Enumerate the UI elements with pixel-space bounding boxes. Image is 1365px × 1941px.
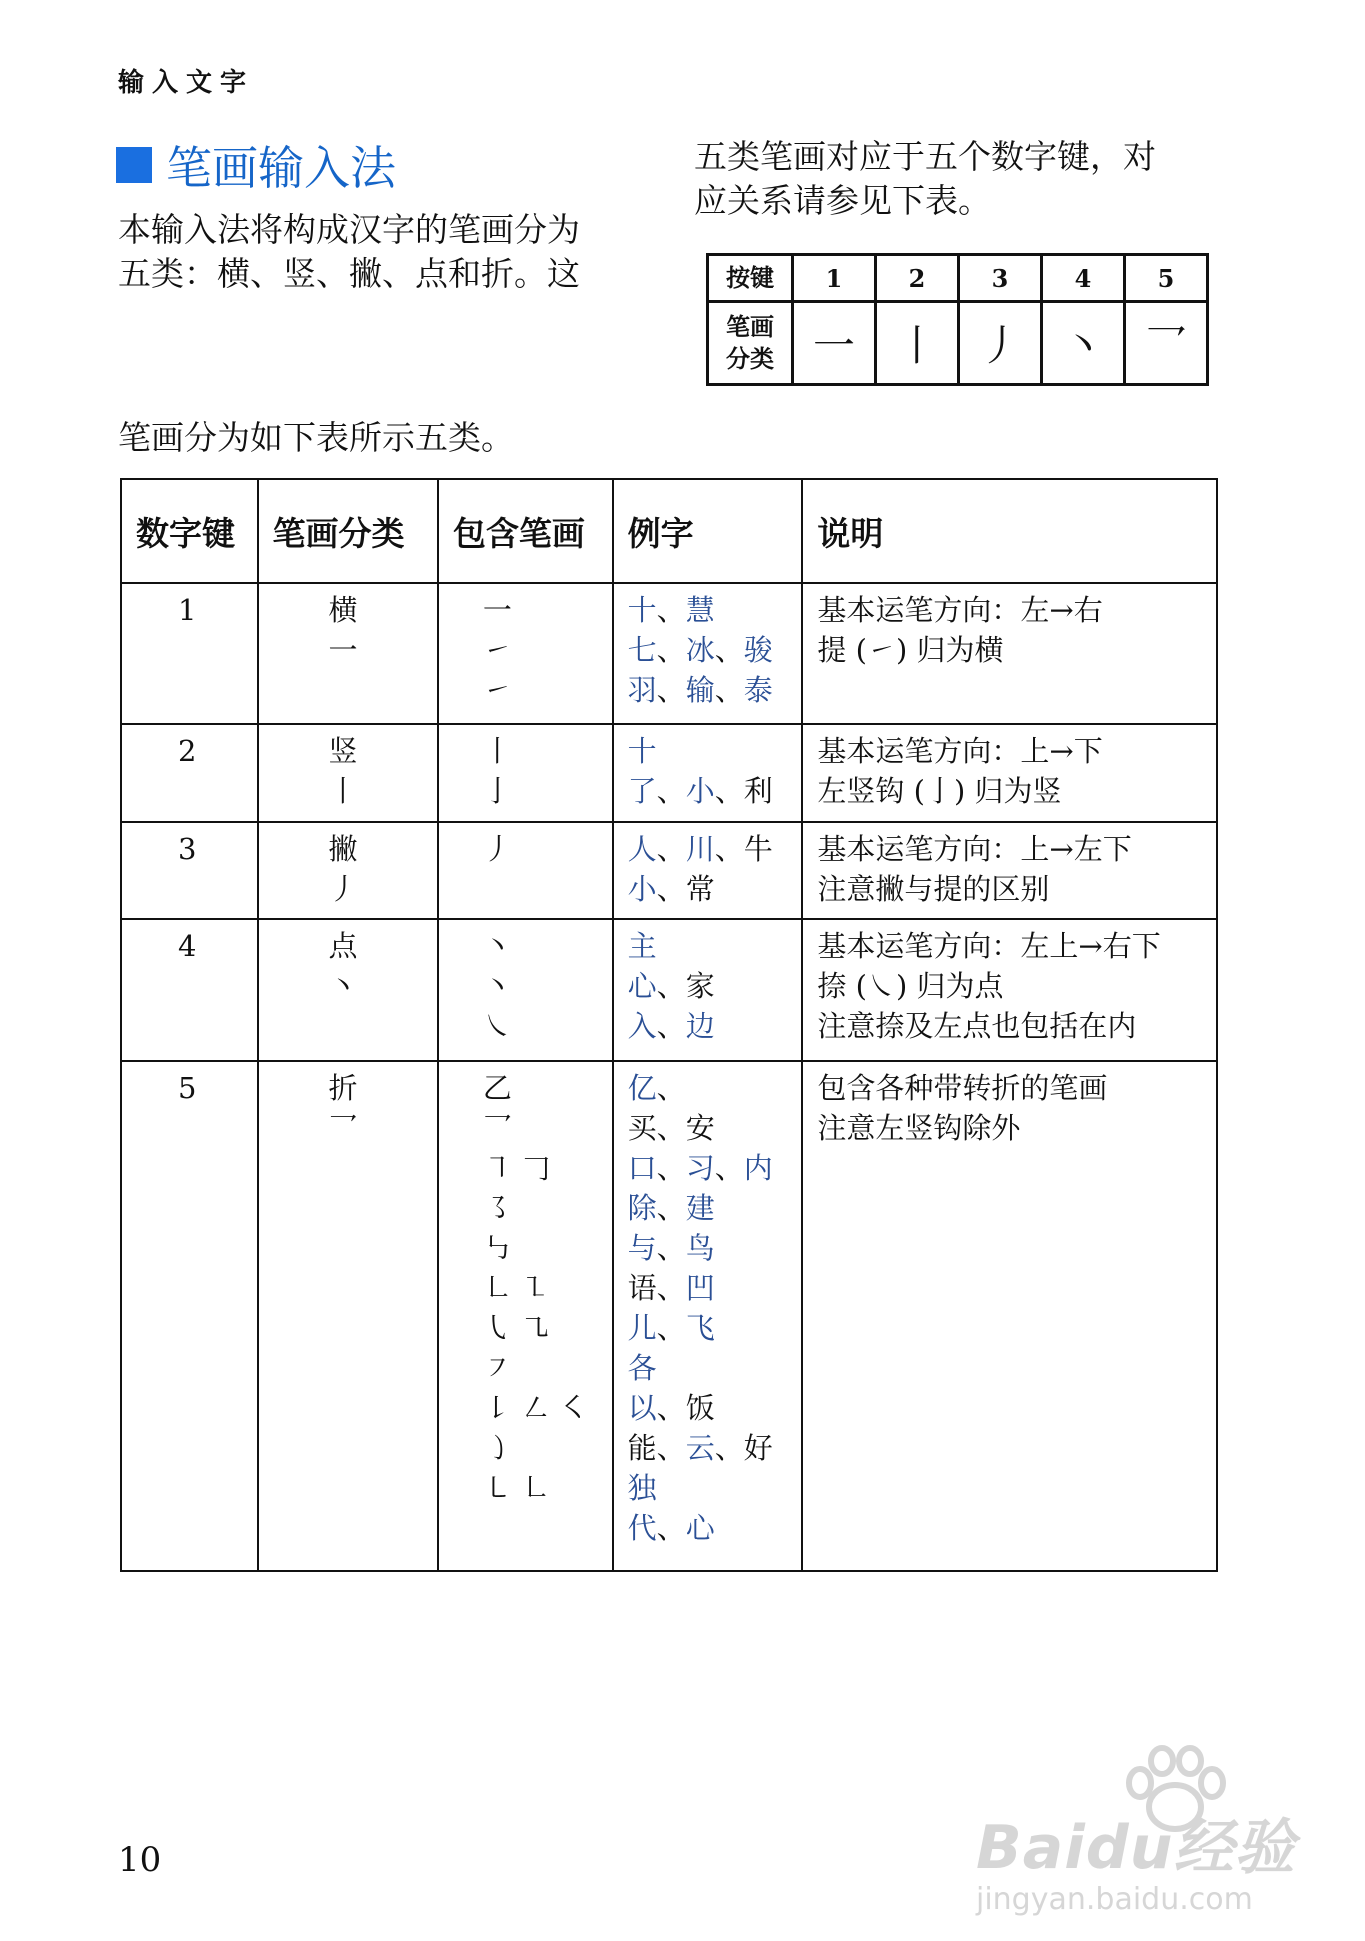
watermark-logo: Baidu经验: [976, 1813, 1296, 1883]
note-line: 提 (㇀) 归为横: [817, 633, 1004, 667]
stroke-cell-4: 丶: [1042, 302, 1125, 385]
note-line: 注意捺及左点也包括在内: [817, 1009, 1137, 1043]
example-char: 习: [685, 1151, 715, 1185]
example-char: 、: [656, 673, 686, 707]
intro-paragraph-below: 笔画分为如下表所示五类。: [118, 418, 514, 457]
example-line: [628, 1348, 801, 1388]
key-cell-1: 1: [793, 255, 876, 302]
example-line: [628, 966, 801, 1006]
example-line: [628, 1428, 801, 1468]
header-examples: 例字: [613, 479, 803, 583]
example-char: 利: [743, 774, 773, 808]
key-cell-3: 3: [959, 255, 1042, 302]
example-line: [628, 1508, 801, 1548]
example-char: 各: [627, 1351, 657, 1385]
watermark: [976, 1800, 1295, 1917]
stroke-line: 一: [482, 593, 512, 627]
note-line: 包含各种带转折的笔画: [817, 1071, 1108, 1105]
example-line: [628, 869, 801, 909]
example-line: [628, 1268, 801, 1308]
table-row: [121, 724, 1217, 822]
example-char: 、: [656, 1111, 686, 1145]
key-cell-2: 2: [876, 255, 959, 302]
key-number-cell: [121, 1061, 258, 1571]
key-number: 4: [178, 929, 197, 963]
example-char: 边: [685, 1009, 715, 1043]
stroke-label-line-1: 笔画: [726, 312, 774, 341]
example-char: 云: [685, 1431, 715, 1465]
example-char: 与: [627, 1231, 657, 1265]
stroke-line: ㇙ ㇜ ㇛: [482, 1391, 589, 1425]
example-char: 、: [656, 1071, 686, 1105]
category-line: 乛: [328, 1111, 358, 1145]
category-line: 丶: [328, 969, 358, 1003]
example-char: 买: [627, 1111, 657, 1145]
category-line: 一: [328, 633, 358, 667]
example-char: 、: [656, 593, 686, 627]
example-char: 飞: [685, 1311, 715, 1345]
section-title: [116, 132, 396, 198]
key-mapping-table: [706, 253, 1209, 386]
example-char: 十: [627, 593, 657, 627]
notes-cell: [802, 822, 1217, 919]
stroke-line: ㇀: [482, 633, 512, 667]
example-char: 安: [685, 1111, 715, 1145]
example-char: 好: [743, 1431, 773, 1465]
table-row: [121, 1061, 1217, 1571]
note-line: 捺 (㇏) 归为点: [817, 969, 1004, 1003]
example-char: 家: [685, 969, 715, 1003]
stroke-line: 丶: [482, 969, 512, 1003]
stroke-line: 丿: [482, 832, 512, 866]
example-line: [628, 1068, 801, 1108]
example-char: 建: [685, 1191, 715, 1225]
key-number-cell: [121, 919, 258, 1061]
notes-cell: [802, 919, 1217, 1061]
key-number-cell: [121, 583, 258, 724]
example-char: 内: [743, 1151, 773, 1185]
intro-right-line-1: 五类笔画对应于五个数字键，对: [694, 137, 1156, 176]
category-line: 点: [328, 929, 358, 963]
example-char: 、: [714, 633, 744, 667]
note-line: 基本运笔方向：左上→右下: [817, 929, 1161, 963]
example-char: 输: [685, 673, 715, 707]
example-char: 语: [627, 1271, 657, 1305]
key-cell-4: 4: [1042, 255, 1125, 302]
example-char: 、: [714, 673, 744, 707]
category-line: 丿: [328, 872, 358, 906]
note-line: 基本运笔方向：上→下: [817, 734, 1103, 768]
example-char: 羽: [627, 673, 657, 707]
example-char: 、: [656, 633, 686, 667]
section-title-text: 笔画输入法: [166, 141, 396, 195]
example-char: 能: [627, 1431, 657, 1465]
category-line: 竖: [328, 734, 358, 768]
strokes-cell: [438, 919, 613, 1061]
example-char: 、: [656, 1271, 686, 1305]
example-line: [628, 1148, 801, 1188]
example-char: 、: [714, 1151, 744, 1185]
stroke-cell-1: 一: [793, 302, 876, 385]
example-char: 川: [685, 832, 715, 866]
example-char: 主: [627, 929, 657, 963]
note-line: 注意左竖钩除外: [817, 1111, 1021, 1145]
example-line: [628, 829, 801, 869]
key-number-cell: [121, 724, 258, 822]
stroke-line: ㇌: [482, 1191, 512, 1225]
example-line: [628, 670, 801, 710]
example-char: 心: [685, 1511, 715, 1545]
example-char: 代: [627, 1511, 657, 1545]
intro-paragraph-left: [118, 208, 638, 296]
header-strokes: 包含笔画: [438, 479, 613, 583]
category-line: 折: [328, 1071, 358, 1105]
stroke-line: 乛: [482, 1111, 512, 1145]
example-line: [628, 1006, 801, 1046]
example-line: [628, 1108, 801, 1148]
strokes-cell: [438, 822, 613, 919]
stroke-line: ㇁: [482, 1431, 512, 1465]
example-char: 饭: [685, 1391, 715, 1425]
example-char: 、: [714, 1431, 744, 1465]
example-char: 小: [627, 872, 657, 906]
example-line: [628, 630, 801, 670]
intro-paragraph-right: [694, 135, 1254, 223]
example-char: 冰: [685, 633, 715, 667]
strokes-cell: [438, 1061, 613, 1571]
note-line: 基本运笔方向：上→左下: [817, 832, 1132, 866]
notes-cell: [802, 583, 1217, 724]
key-number: 5: [178, 1071, 197, 1105]
example-line: [628, 1468, 801, 1508]
example-char: 、: [714, 774, 744, 808]
category-cell: [258, 919, 438, 1061]
key-number: 3: [178, 832, 197, 866]
examples-cell: [613, 583, 803, 724]
example-line: [628, 1188, 801, 1228]
example-char: 了: [627, 774, 657, 808]
table-row: [121, 583, 1217, 724]
example-char: 常: [685, 872, 715, 906]
example-char: 儿: [627, 1311, 657, 1345]
example-char: 、: [656, 1391, 686, 1425]
key-number: 1: [178, 593, 197, 627]
category-cell: [258, 583, 438, 724]
example-line: [628, 1388, 801, 1428]
example-char: 、: [656, 832, 686, 866]
example-char: 人: [627, 832, 657, 866]
example-char: 、: [656, 1191, 686, 1225]
category-line: 撇: [328, 832, 358, 866]
table-row: [121, 822, 1217, 919]
example-char: 、: [656, 774, 686, 808]
example-char: 、: [656, 872, 686, 906]
example-line: [628, 926, 801, 966]
example-char: 以: [627, 1391, 657, 1425]
example-char: 牛: [743, 832, 773, 866]
example-line: [628, 1228, 801, 1268]
example-line: [628, 1308, 801, 1348]
example-char: 小: [685, 774, 715, 808]
stroke-line: ㇇: [482, 1351, 512, 1385]
examples-cell: [613, 822, 803, 919]
example-char: 、: [714, 832, 744, 866]
note-line: 左竖钩 (亅) 归为竖: [817, 774, 1062, 808]
stroke-line: 丨: [482, 734, 512, 768]
example-char: 、: [656, 969, 686, 1003]
example-char: 亿: [627, 1071, 657, 1105]
category-cell: [258, 822, 438, 919]
stroke-line: ㇉: [482, 1231, 512, 1265]
stroke-category-table: [120, 478, 1218, 1572]
example-char: 慧: [685, 593, 715, 627]
stroke-line: ㇀: [482, 673, 512, 707]
example-char: 除: [627, 1191, 657, 1225]
example-line: [628, 590, 801, 630]
stroke-line: 亅: [482, 774, 512, 808]
example-char: 、: [656, 1431, 686, 1465]
notes-cell: [802, 1061, 1217, 1571]
examples-cell: [613, 919, 803, 1061]
example-char: 、: [656, 1151, 686, 1185]
header-key: 数字键: [121, 479, 258, 583]
intro-right-line-2: 应关系请参见下表。: [694, 181, 991, 220]
example-char: 、: [656, 1009, 686, 1043]
example-char: 、: [656, 1511, 686, 1545]
note-line: 基本运笔方向：左→右: [817, 593, 1103, 627]
stroke-line: ㇏: [482, 1009, 512, 1043]
stroke-line: ㇄ ㇗: [482, 1471, 551, 1505]
header-category: 笔画分类: [258, 479, 438, 583]
example-char: 入: [627, 1009, 657, 1043]
example-char: 口: [627, 1151, 657, 1185]
note-line: 注意撇与提的区别: [817, 872, 1050, 906]
stroke-line: ㇗ ㇅: [482, 1271, 551, 1305]
examples-cell: [613, 1061, 803, 1571]
stroke-line: 丶: [482, 929, 512, 963]
key-label-cell: 按键: [708, 255, 793, 302]
running-header: 输入文字: [118, 68, 255, 98]
category-line: 丨: [328, 774, 358, 808]
key-number-cell: [121, 822, 258, 919]
example-char: 独: [627, 1471, 657, 1505]
example-line: [628, 731, 801, 771]
example-char: 十: [627, 734, 657, 768]
examples-cell: [613, 724, 803, 822]
notes-cell: [802, 724, 1217, 822]
stroke-line: ㇂ ㇈: [482, 1311, 551, 1345]
example-char: 骏: [743, 633, 773, 667]
category-line: 横: [328, 593, 358, 627]
example-char: 七: [627, 633, 657, 667]
stroke-cell-3: 丿: [959, 302, 1042, 385]
intro-left-line-1: 本输入法将构成汉字的笔画分为: [118, 210, 580, 249]
title-square-icon: [116, 147, 152, 183]
key-cell-5: 5: [1125, 255, 1208, 302]
strokes-cell: [438, 583, 613, 724]
intro-left-line-2: 五类：横、竖、撇、点和折。这: [118, 254, 580, 293]
table-row: [121, 919, 1217, 1061]
stroke-cell-2: 丨: [876, 302, 959, 385]
example-char: 泰: [743, 673, 773, 707]
stroke-label-line-2: 分类: [726, 344, 774, 373]
stroke-label-cell: [708, 302, 793, 385]
strokes-cell: [438, 724, 613, 822]
example-char: 、: [656, 1311, 686, 1345]
page-number: 10: [118, 1840, 162, 1880]
category-cell: [258, 724, 438, 822]
stroke-line: ㇕ 𠃌: [482, 1151, 551, 1185]
example-char: 心: [627, 969, 657, 1003]
example-line: [628, 771, 801, 811]
example-char: 鸟: [685, 1231, 715, 1265]
example-char: 、: [656, 1231, 686, 1265]
stroke-line: 乙: [482, 1071, 512, 1105]
header-notes: 说明: [802, 479, 1217, 583]
key-number: 2: [178, 734, 197, 768]
example-char: 凹: [685, 1271, 715, 1305]
stroke-cell-5: 乛: [1125, 302, 1208, 385]
category-cell: [258, 1061, 438, 1571]
watermark-url: jingyan.baidu.com: [976, 1882, 1253, 1917]
